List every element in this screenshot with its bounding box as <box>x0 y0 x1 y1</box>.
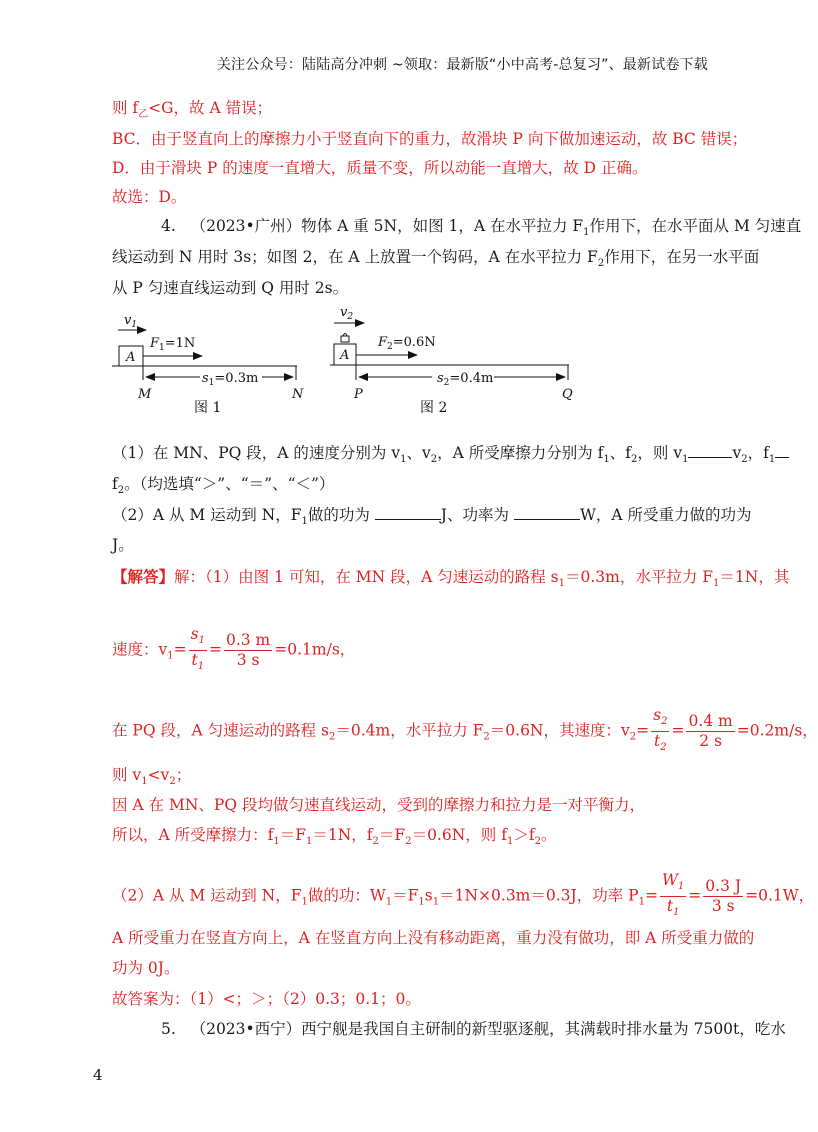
answer-line-8: A 所受重力在竖直方向上，A 在竖直方向上没有移动距离，重力没有做功，即 A 所受重力做的 <box>112 929 755 947</box>
q4-line-2: 线运动到 N 用时 3s；如图 2，在 A 上放置一个钩码，A 在水平拉力 $F_2$作用下，在另一水平面 <box>112 248 760 270</box>
figure-1 <box>112 313 304 416</box>
fig1-caption: 图 1 <box>194 400 222 416</box>
answer-line-9: 功为 0J。 <box>112 959 180 977</box>
fig2-velocity-label: $v_2$ <box>340 305 354 322</box>
answer-line-1: 【解答】解：（1）由图 1 可知，在 MN 段，A 匀速运动的路程 $s_1=0.3m$，水平拉力 $F_1=1N$，其 <box>112 567 790 590</box>
fig1-block-label: A <box>126 350 136 365</box>
answer-blank-power[interactable] <box>514 505 580 520</box>
answer-blank-work[interactable] <box>375 505 441 520</box>
answer-blank-v[interactable] <box>688 443 732 458</box>
q4-part2-line-1: （2）A 从 M 运动到 N，$F_1$做的功为 J、功率为 W，A 所受重力做的功为 <box>112 506 752 528</box>
fraction-s1-t1: $\frac{s_1}{t_1}$ <box>190 625 205 673</box>
fig2-end-label: Q <box>562 387 573 402</box>
answer-line-4: 则 $v_1<v_2$； <box>112 766 192 788</box>
fig1-force-label: $F_1=1N$ <box>150 336 196 353</box>
fig2-hook-weight <box>341 336 349 342</box>
fig1-velocity-label: $v_1$ <box>124 313 138 330</box>
q4-part1-line-2: $f_2$。（均选填“＞”、“＝”、“＜”） <box>112 475 335 497</box>
answer-line-6: 所以，A 所受摩擦力：$f_1=F_1=1N$，$f_2=F_2=0.6N$，则 $f_1>f_2$。 <box>112 826 557 848</box>
fig2-force-label: $F_2=0.6N$ <box>378 335 436 352</box>
page-number: 4 <box>93 1066 103 1084</box>
fraction-03m-3s: $\frac{0.3 m}{3 s}$ <box>225 631 271 670</box>
answer-line-7: （2）A 从 M 运动到 N，$F_1$做的功：$W_1=F_1s_1=1N\times 0.3m=0.3J$，功率 $P_1=$ $\frac{W_1}{t_1}$ = $\frac{0.3 J}{3 s}$ =0.1W， <box>112 871 814 922</box>
fig1-start-label: M <box>138 387 152 402</box>
q4-figures <box>112 302 612 422</box>
prev-line-4: 故选：D。 <box>112 188 187 206</box>
q5-line-1: 5. （2023•西宁）西宁舰是我国自主研制的新型驱逐舰，其满载时排水量为 7500t，吃水 <box>161 1020 786 1038</box>
fig2-caption: 图 2 <box>420 400 448 416</box>
answer-blank-f[interactable] <box>775 443 789 458</box>
prev-line-3: D．由于滑块 P 的速度一直增大，质量不变，所以动能一直增大，故 D 正确。 <box>112 159 648 177</box>
fig1-distance-label: $s_1=0.3m$ <box>202 371 259 388</box>
prev-line-2: BC．由于竖直向上的摩擦力小于竖直向下的重力，故滑块 P 向下做加速运动，故 BC 错误； <box>112 130 748 148</box>
answer-line-3: 在 PQ 段，A 匀速运动的路程 $s_2=0.4m$，水平拉力 $F_2=0.6N$，其速度：$v_2=$ $\frac{s_2}{t_2}$ = $\frac{0.4 m}{2 s}$ =0.2m/s， <box>112 706 818 757</box>
answer-line-10: 故答案为：（1）<；＞；（2）0.3；0.1；0。 <box>112 990 421 1008</box>
figure-2 <box>330 305 573 416</box>
answer-line-2: 速度：$v_1=$ $\frac{s_1}{t_1}$ = $\frac{0.3 m}{3 s}$ =0.1m/s， <box>112 625 355 676</box>
fig2-start-label: P <box>354 387 363 402</box>
prev-line-1: 则 $f_乙<G$，故 A 错误； <box>112 99 273 121</box>
page-header: 关注公众号：陆陆高分冲刺 ~领取：最新版“小中高考-总复习”、最新试卷下载 <box>216 57 708 73</box>
fraction-s2-t2: $\frac{s_2}{t_2}$ <box>653 706 668 754</box>
fraction-04m-2s: $\frac{0.4 m}{2 s}$ <box>688 712 733 751</box>
q4-line-3: 从 P 匀速直线运动到 Q 用时 2s。 <box>112 279 349 297</box>
fraction-03j-3s: $\frac{0.3 J}{3 s}$ <box>705 877 742 916</box>
fig2-distance-label: $s_2=0.4m$ <box>437 371 494 388</box>
q4-line-1: 4. （2023•广州）物体 A 重 5N，如图 1，A 在水平拉力 $F_1$作用下，在水平面从 M 匀速直 <box>161 217 802 239</box>
fraction-w1-t1: $\frac{W_1}{t_1}$ <box>661 871 685 919</box>
answer-line-5: 因 A 在 MN、PQ 段均做匀速直线运动，受到的摩擦力和拉力是一对平衡力， <box>112 796 645 814</box>
q4-part1-line-1: （1）在 MN、PQ 段，A 的速度分别为 $v_1$、$v_2$，A 所受摩擦力分别为 $f_1$、$f_2$，则 $v_1$ $v_2$，$f_1$ <box>112 442 789 471</box>
fig1-end-label: N <box>292 387 304 402</box>
q4-part2-line-2: J。 <box>112 536 134 554</box>
fig2-block-label: A <box>340 348 350 363</box>
q4-figures-svg <box>112 302 612 422</box>
